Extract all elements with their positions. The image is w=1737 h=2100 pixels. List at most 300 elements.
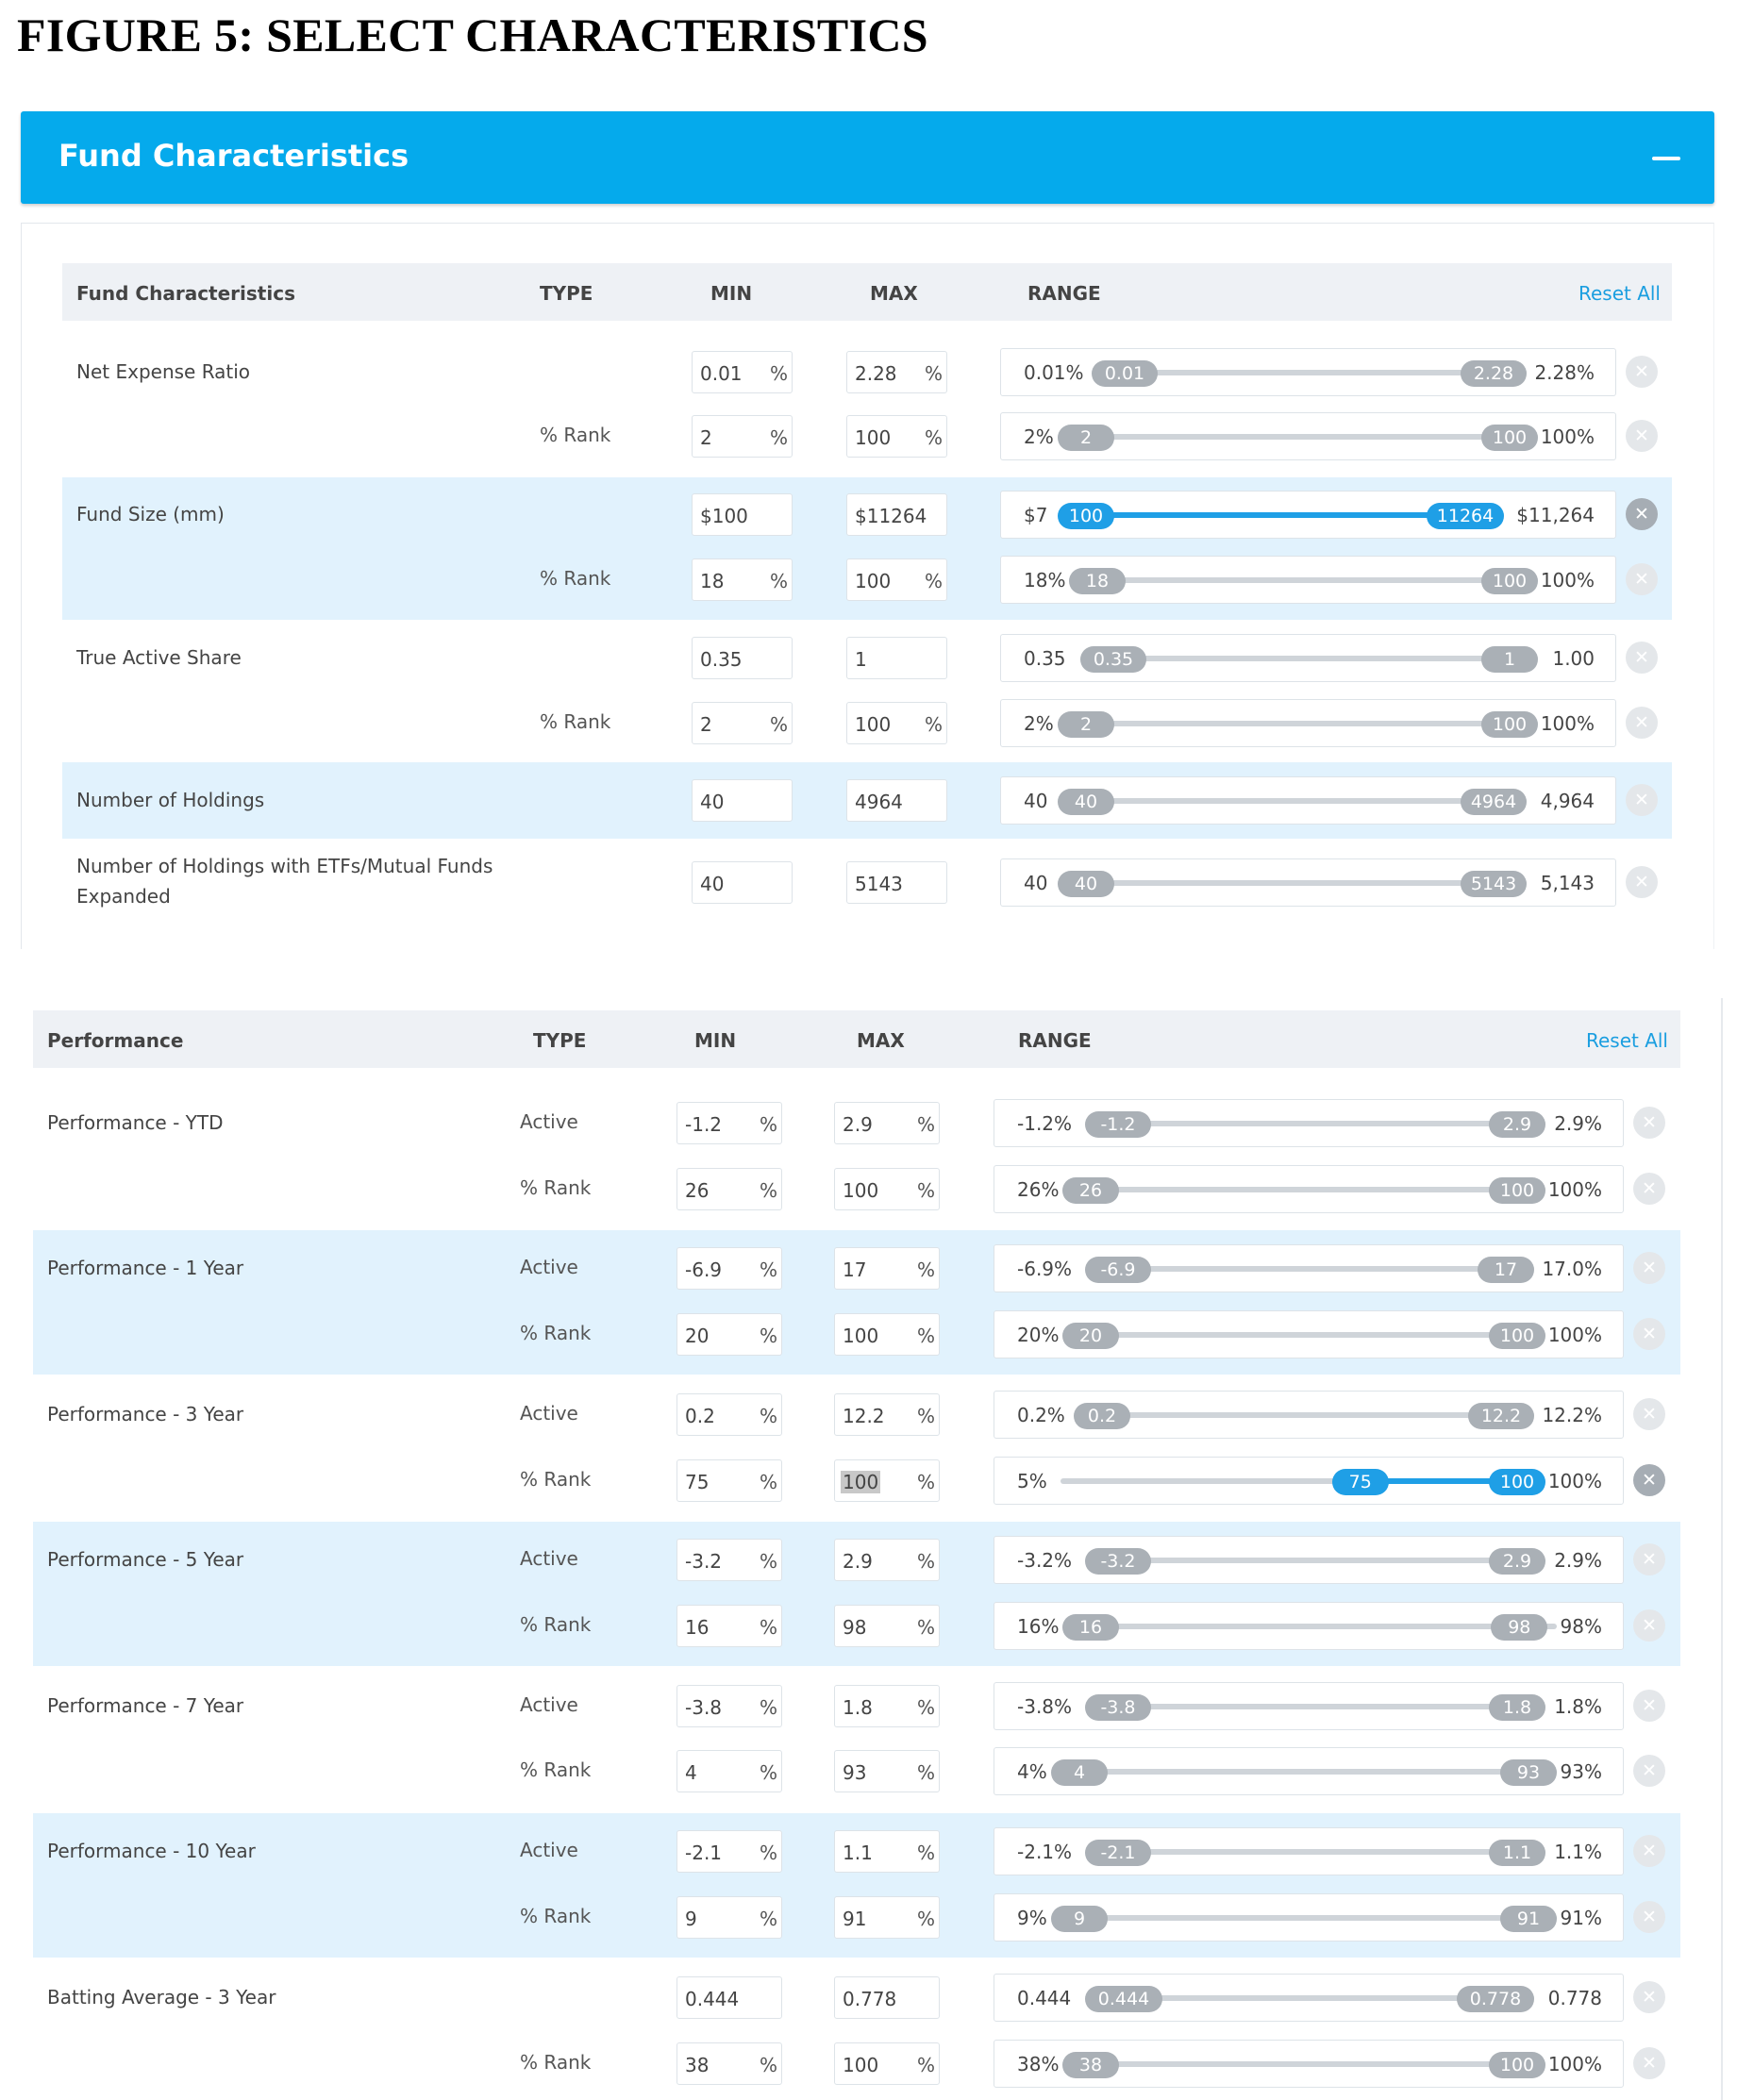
input-value: 38 — [685, 2054, 710, 2076]
panel-border — [1721, 998, 1723, 2100]
range-max-value: 100% — [1540, 712, 1595, 735]
max-input[interactable] — [846, 351, 947, 393]
input-value: 91 — [843, 1908, 867, 1930]
input-value: -3.8 — [685, 1696, 723, 1719]
slider-min-handle[interactable]: 4 — [1051, 1759, 1108, 1786]
slider-max-handle[interactable]: 2.9 — [1489, 1548, 1545, 1575]
range-max-value: 2.9% — [1554, 1112, 1602, 1135]
range-slider[interactable] — [994, 1310, 1624, 1358]
range-slider[interactable] — [994, 1974, 1624, 2022]
row-type: % Rank — [520, 1905, 592, 1927]
input-value: 100 — [855, 426, 892, 449]
column-header-range: RANGE — [1018, 1029, 1092, 1052]
range-slider[interactable] — [994, 1827, 1624, 1875]
percent-suffix: % — [759, 1616, 777, 1639]
panel-title: Fund Characteristics — [58, 138, 409, 174]
slider-min-handle[interactable]: 40 — [1058, 871, 1114, 897]
row-type: Active — [520, 1256, 578, 1278]
row-type: Active — [520, 1839, 578, 1861]
slider-track — [1061, 1915, 1557, 1921]
slider-track — [1090, 656, 1538, 661]
percent-suffix: % — [916, 1405, 935, 1427]
range-max-value: 1.8% — [1554, 1695, 1602, 1718]
max-input[interactable] — [846, 861, 947, 904]
percent-suffix: % — [916, 1325, 935, 1347]
slider-max-handle[interactable]: 5143 — [1461, 871, 1527, 897]
input-value: 18 — [700, 570, 725, 592]
percent-suffix: % — [916, 1616, 935, 1639]
slider-max-handle[interactable]: 91 — [1500, 1906, 1557, 1932]
range-max-value: 100% — [1547, 1178, 1602, 1201]
max-input[interactable] — [846, 637, 947, 679]
max-input[interactable] — [846, 779, 947, 822]
slider-max-handle[interactable]: 100 — [1489, 1177, 1545, 1204]
close-icon[interactable]: ✕ — [1633, 1318, 1665, 1350]
min-input[interactable] — [692, 351, 793, 393]
slider-max-handle[interactable]: 1.8 — [1489, 1694, 1545, 1721]
max-input[interactable] — [846, 415, 947, 458]
min-input[interactable] — [676, 1685, 782, 1727]
max-input[interactable] — [846, 702, 947, 744]
slider-max-handle[interactable]: 100 — [1489, 1323, 1545, 1349]
percent-suffix: % — [916, 1113, 935, 1136]
row-label: Performance - 7 Year — [47, 1694, 244, 1717]
slider-max-handle[interactable]: 100 — [1481, 425, 1538, 451]
min-input[interactable] — [676, 1168, 782, 1210]
input-value: 40 — [700, 791, 725, 813]
input-value: 98 — [843, 1616, 867, 1639]
range-min-value: $7 — [1024, 504, 1048, 526]
range-max-value: 98% — [1560, 1615, 1602, 1638]
slider-track — [1067, 798, 1527, 804]
close-icon[interactable]: ✕ — [1633, 1543, 1665, 1575]
reset-all-link[interactable]: Reset All — [1578, 282, 1661, 305]
range-min-value: 26% — [1017, 1178, 1060, 1201]
min-input[interactable] — [676, 1539, 782, 1581]
min-input[interactable] — [676, 1605, 782, 1647]
range-max-value: 100% — [1547, 1324, 1602, 1346]
slider-track — [1078, 577, 1538, 583]
close-icon[interactable]: ✕ — [1626, 866, 1658, 898]
min-input[interactable] — [692, 861, 793, 904]
max-input[interactable] — [834, 1247, 940, 1290]
table-header — [33, 1010, 1680, 1068]
input-value: 16 — [685, 1616, 710, 1639]
slider-min-handle[interactable]: 75 — [1332, 1469, 1389, 1495]
column-header-name: Performance — [47, 1029, 184, 1052]
percent-suffix: % — [916, 1842, 935, 1864]
slider-track — [1067, 880, 1527, 886]
range-slider[interactable] — [994, 1893, 1624, 1942]
row-type: Active — [520, 1547, 578, 1570]
range-min-value: -3.2% — [1017, 1549, 1073, 1572]
input-value: 0.2 — [685, 1405, 715, 1427]
max-input[interactable] — [834, 2042, 940, 2085]
input-value: 4964 — [855, 791, 903, 813]
row-type: % Rank — [540, 567, 611, 590]
fund-characteristics-header[interactable] — [21, 111, 1714, 204]
max-input[interactable] — [834, 1539, 940, 1581]
range-slider[interactable] — [994, 1099, 1624, 1147]
slider-min-handle[interactable]: 16 — [1062, 1614, 1119, 1641]
percent-suffix: % — [769, 713, 788, 736]
min-input[interactable] — [676, 1830, 782, 1873]
min-input[interactable] — [692, 779, 793, 822]
row-label: Number of Holdings — [76, 789, 265, 811]
percent-suffix: % — [924, 570, 943, 592]
range-slider[interactable] — [994, 1682, 1624, 1730]
input-value: 26 — [685, 1179, 710, 1202]
input-value: 17 — [843, 1258, 867, 1281]
input-value: 0.35 — [700, 648, 743, 671]
slider-min-handle[interactable]: 20 — [1062, 1323, 1119, 1349]
max-input[interactable] — [834, 1168, 940, 1210]
slider-min-handle[interactable]: 18 — [1069, 568, 1126, 594]
range-slider[interactable] — [1000, 776, 1616, 825]
slider-min-handle[interactable]: 0.2 — [1074, 1403, 1130, 1429]
percent-suffix: % — [924, 713, 943, 736]
input-value: 2.9 — [843, 1113, 873, 1136]
close-icon[interactable]: ✕ — [1626, 498, 1658, 530]
column-header-range: RANGE — [1027, 282, 1101, 305]
range-max-value: $11,264 — [1516, 504, 1595, 526]
min-input[interactable] — [676, 1393, 782, 1436]
row-label: True Active Share — [76, 646, 242, 669]
input-value: 100 — [843, 1471, 879, 1493]
range-min-value: 2% — [1024, 425, 1054, 448]
input-value: 1.1 — [843, 1842, 873, 1864]
row-type: % Rank — [540, 424, 611, 446]
input-value: -1.2 — [685, 1113, 723, 1136]
input-value: 5143 — [855, 873, 903, 895]
slider-max-handle[interactable]: 2.9 — [1489, 1111, 1545, 1138]
slider-track — [1072, 1187, 1545, 1192]
min-input[interactable] — [676, 1976, 782, 2019]
max-input[interactable] — [834, 1313, 940, 1356]
max-input[interactable] — [834, 1102, 940, 1144]
slider-max-handle[interactable]: 12.2 — [1468, 1403, 1534, 1429]
input-value: 40 — [700, 873, 725, 895]
max-input[interactable] — [834, 1459, 940, 1502]
row-label: Net Expense Ratio — [76, 360, 251, 383]
percent-suffix: % — [916, 1550, 935, 1573]
row-type: Active — [520, 1402, 578, 1425]
max-input[interactable] — [846, 558, 947, 601]
percent-suffix: % — [759, 1908, 777, 1930]
input-value: 75 — [685, 1471, 710, 1493]
slider-max-handle[interactable]: 4964 — [1461, 789, 1527, 815]
slider-max-handle[interactable]: 2.28 — [1461, 360, 1527, 387]
close-icon[interactable]: ✕ — [1633, 1173, 1665, 1205]
percent-suffix: % — [759, 1179, 777, 1202]
range-min-value: 4% — [1017, 1760, 1047, 1783]
range-slider[interactable] — [1000, 556, 1616, 604]
percent-suffix: % — [924, 426, 943, 449]
slider-track — [1067, 721, 1538, 726]
row-label: Fund Size (mm) — [76, 503, 225, 525]
input-value: 100 — [843, 2054, 879, 2076]
range-max-value: 100% — [1547, 2053, 1602, 2075]
range-min-value: 0.35 — [1024, 647, 1066, 670]
range-max-value: 17.0% — [1542, 1258, 1602, 1280]
input-value: 9 — [685, 1908, 697, 1930]
range-min-value: 40 — [1024, 872, 1048, 894]
range-min-value: 16% — [1017, 1615, 1060, 1638]
column-header-min: MIN — [710, 282, 753, 305]
max-input[interactable] — [834, 1976, 940, 2019]
range-slider[interactable] — [1000, 858, 1616, 907]
range-max-value: 2.28% — [1534, 361, 1595, 384]
close-icon[interactable]: ✕ — [1633, 1755, 1665, 1787]
range-max-value: 1.00 — [1552, 647, 1595, 670]
slider-track — [1072, 2061, 1545, 2067]
percent-suffix: % — [916, 1258, 935, 1281]
slider-max-handle[interactable]: 1.1 — [1489, 1840, 1545, 1866]
slider-max-handle[interactable]: 1 — [1481, 646, 1538, 673]
close-icon[interactable]: ✕ — [1633, 2047, 1665, 2079]
row-type: Active — [520, 1110, 578, 1133]
row-type: % Rank — [540, 710, 611, 733]
input-value: 20 — [685, 1325, 710, 1347]
close-icon[interactable]: ✕ — [1633, 1901, 1665, 1933]
slider-min-handle[interactable]: 0.444 — [1085, 1986, 1162, 2012]
close-icon[interactable]: ✕ — [1633, 1981, 1665, 2013]
range-min-value: 5% — [1017, 1470, 1047, 1492]
slider-max-handle[interactable]: 98 — [1491, 1614, 1547, 1641]
range-min-value: 9% — [1017, 1907, 1047, 1929]
slider-max-handle[interactable]: 100 — [1481, 568, 1538, 594]
slider-min-handle[interactable]: 0.01 — [1092, 360, 1158, 387]
range-slider[interactable] — [1000, 634, 1616, 682]
slider-track — [1094, 1704, 1545, 1709]
slider-min-handle[interactable]: 26 — [1062, 1177, 1119, 1204]
slider-min-handle[interactable]: -3.8 — [1085, 1694, 1151, 1721]
range-slider[interactable] — [994, 1391, 1624, 1439]
slider-track — [1094, 1849, 1545, 1855]
slider-track — [1072, 1624, 1557, 1629]
column-header-max: MAX — [857, 1029, 905, 1052]
slider-min-handle[interactable]: 9 — [1051, 1906, 1108, 1932]
range-slider[interactable] — [994, 1457, 1624, 1505]
range-slider[interactable] — [994, 1165, 1624, 1213]
range-max-value: 5,143 — [1540, 872, 1595, 894]
row-label: Performance - 3 Year — [47, 1403, 244, 1425]
close-icon[interactable]: ✕ — [1633, 1464, 1665, 1496]
percent-suffix: % — [924, 362, 943, 385]
close-icon[interactable]: ✕ — [1626, 784, 1658, 816]
range-min-value: 0.444 — [1017, 1987, 1072, 2009]
min-input[interactable] — [676, 1896, 782, 1939]
percent-suffix: % — [759, 2054, 777, 2076]
minus-icon[interactable] — [1652, 157, 1680, 160]
input-value: 2 — [700, 426, 712, 449]
close-icon[interactable]: ✕ — [1633, 1609, 1665, 1642]
slider-min-handle[interactable]: 2 — [1058, 711, 1114, 738]
row-type: Active — [520, 1693, 578, 1716]
row-type: % Rank — [520, 1322, 592, 1344]
range-min-value: 18% — [1024, 569, 1066, 592]
close-icon[interactable]: ✕ — [1626, 420, 1658, 452]
slider-max-handle[interactable]: 100 — [1481, 711, 1538, 738]
percent-suffix: % — [759, 1471, 777, 1493]
row-label: Batting Average - 3 Year — [47, 1986, 276, 2008]
range-slider[interactable] — [1000, 348, 1616, 396]
close-icon[interactable]: ✕ — [1626, 563, 1658, 595]
row-type: % Rank — [520, 1176, 592, 1199]
input-value: 2.9 — [843, 1550, 873, 1573]
range-min-value: 2% — [1024, 712, 1054, 735]
figure-title: FIGURE 5: SELECT CHARACTERISTICS — [17, 8, 928, 61]
input-value: 2.28 — [855, 362, 897, 385]
close-icon[interactable]: ✕ — [1633, 1835, 1665, 1867]
input-value: 0.778 — [843, 1988, 897, 2010]
range-slider[interactable] — [994, 1747, 1624, 1795]
slider-max-handle[interactable]: 17 — [1478, 1257, 1534, 1283]
range-min-value: 40 — [1024, 790, 1048, 812]
min-input[interactable] — [692, 702, 793, 744]
input-value: $11264 — [855, 505, 927, 527]
min-input[interactable] — [676, 2042, 782, 2085]
range-max-value: 100% — [1540, 425, 1595, 448]
min-input[interactable] — [692, 493, 793, 536]
input-value: 100 — [855, 713, 892, 736]
input-value: -6.9 — [685, 1258, 723, 1281]
slider-track — [1072, 1332, 1545, 1338]
percent-suffix: % — [916, 1908, 935, 1930]
max-input[interactable] — [834, 1830, 940, 1873]
percent-suffix: % — [916, 2054, 935, 2076]
max-input[interactable] — [834, 1605, 940, 1647]
column-header-name: Fund Characteristics — [76, 282, 295, 305]
input-value: 12.2 — [843, 1405, 885, 1427]
input-value: 1.8 — [843, 1696, 873, 1719]
min-input[interactable] — [676, 1102, 782, 1144]
percent-suffix: % — [759, 1325, 777, 1347]
range-slider[interactable] — [994, 1536, 1624, 1584]
max-input[interactable] — [846, 493, 947, 536]
slider-track — [1094, 1121, 1545, 1126]
row-type: % Rank — [520, 1758, 592, 1781]
slider-max-handle[interactable]: 0.778 — [1457, 1986, 1534, 2012]
close-icon[interactable]: ✕ — [1626, 707, 1658, 739]
range-slider[interactable] — [994, 1602, 1624, 1650]
range-max-value: 100% — [1547, 1470, 1602, 1492]
row-type: % Rank — [520, 1468, 592, 1491]
min-input[interactable] — [692, 415, 793, 458]
range-min-value: -6.9% — [1017, 1258, 1073, 1280]
range-slider[interactable] — [1000, 412, 1616, 460]
row-label: Performance - YTD — [47, 1111, 224, 1134]
range-slider[interactable] — [1000, 491, 1616, 539]
slider-max-handle[interactable]: 93 — [1500, 1759, 1557, 1786]
slider-track — [1061, 1769, 1557, 1775]
input-value: -3.2 — [685, 1550, 723, 1573]
input-value: 100 — [843, 1179, 879, 1202]
range-min-value: 20% — [1017, 1324, 1060, 1346]
range-slider[interactable] — [994, 2040, 1624, 2088]
input-value: 1 — [855, 648, 867, 671]
row-label: Number of Holdings with ETFs/Mutual Funds — [76, 855, 493, 877]
slider-min-handle[interactable]: -2.1 — [1085, 1840, 1151, 1866]
range-min-value: 0.01% — [1024, 361, 1084, 384]
percent-suffix: % — [759, 1113, 777, 1136]
slider-min-handle[interactable]: 38 — [1062, 2052, 1119, 2078]
close-icon[interactable]: ✕ — [1633, 1398, 1665, 1430]
max-input[interactable] — [834, 1750, 940, 1792]
reset-all-link[interactable]: Reset All — [1585, 1029, 1668, 1052]
input-value: 100 — [843, 1325, 879, 1347]
range-max-value: 100% — [1540, 569, 1595, 592]
slider-track — [1083, 1412, 1534, 1418]
slider-min-handle[interactable]: 40 — [1058, 789, 1114, 815]
slider-min-handle[interactable]: 2 — [1058, 425, 1114, 451]
slider-fill — [1086, 512, 1465, 518]
min-input[interactable] — [676, 1750, 782, 1792]
input-value: 100 — [855, 570, 892, 592]
input-value: -2.1 — [685, 1842, 723, 1864]
percent-suffix: % — [759, 1258, 777, 1281]
min-input[interactable] — [692, 558, 793, 601]
slider-min-handle[interactable]: -1.2 — [1085, 1111, 1151, 1138]
row-label: Expanded — [76, 885, 171, 908]
close-icon[interactable]: ✕ — [1633, 1690, 1665, 1722]
input-value: 0.444 — [685, 1988, 740, 2010]
range-max-value: 2.9% — [1554, 1549, 1602, 1572]
percent-suffix: % — [759, 1550, 777, 1573]
slider-track — [1094, 1266, 1534, 1272]
slider-min-handle[interactable]: -6.9 — [1085, 1257, 1151, 1283]
slider-max-handle[interactable]: 100 — [1489, 2052, 1545, 2078]
close-icon[interactable]: ✕ — [1626, 642, 1658, 674]
max-input[interactable] — [834, 1896, 940, 1939]
percent-suffix: % — [769, 570, 788, 592]
max-input[interactable] — [834, 1685, 940, 1727]
slider-min-handle[interactable]: 0.35 — [1080, 646, 1146, 673]
min-input[interactable] — [692, 637, 793, 679]
slider-max-handle[interactable]: 11264 — [1427, 503, 1504, 529]
min-input[interactable] — [676, 1247, 782, 1290]
range-slider[interactable] — [994, 1244, 1624, 1292]
column-header-max: MAX — [870, 282, 918, 305]
range-slider[interactable] — [1000, 699, 1616, 747]
percent-suffix: % — [916, 1761, 935, 1784]
close-icon[interactable]: ✕ — [1633, 1107, 1665, 1139]
row-label: Performance - 10 Year — [47, 1840, 256, 1862]
slider-min-handle[interactable]: -3.2 — [1085, 1548, 1151, 1575]
input-value: 0.01 — [700, 362, 743, 385]
slider-min-handle[interactable]: 100 — [1058, 503, 1114, 529]
range-max-value: 1.1% — [1554, 1841, 1602, 1863]
range-max-value: 0.778 — [1547, 1987, 1602, 2009]
row-label: Performance - 5 Year — [47, 1548, 244, 1571]
min-input[interactable] — [676, 1459, 782, 1502]
slider-max-handle[interactable]: 100 — [1489, 1469, 1545, 1495]
range-min-value: 0.2% — [1017, 1404, 1065, 1426]
range-min-value: -3.8% — [1017, 1695, 1073, 1718]
percent-suffix: % — [916, 1179, 935, 1202]
close-icon[interactable]: ✕ — [1633, 1252, 1665, 1284]
slider-track — [1067, 434, 1538, 440]
column-header-min: MIN — [694, 1029, 737, 1052]
min-input[interactable] — [676, 1313, 782, 1356]
percent-suffix: % — [759, 1761, 777, 1784]
range-max-value: 91% — [1560, 1907, 1602, 1929]
input-value: 2 — [700, 713, 712, 736]
max-input[interactable] — [834, 1393, 940, 1436]
row-type: % Rank — [520, 2051, 592, 2074]
slider-track — [1094, 1558, 1545, 1563]
close-icon[interactable]: ✕ — [1626, 356, 1658, 388]
